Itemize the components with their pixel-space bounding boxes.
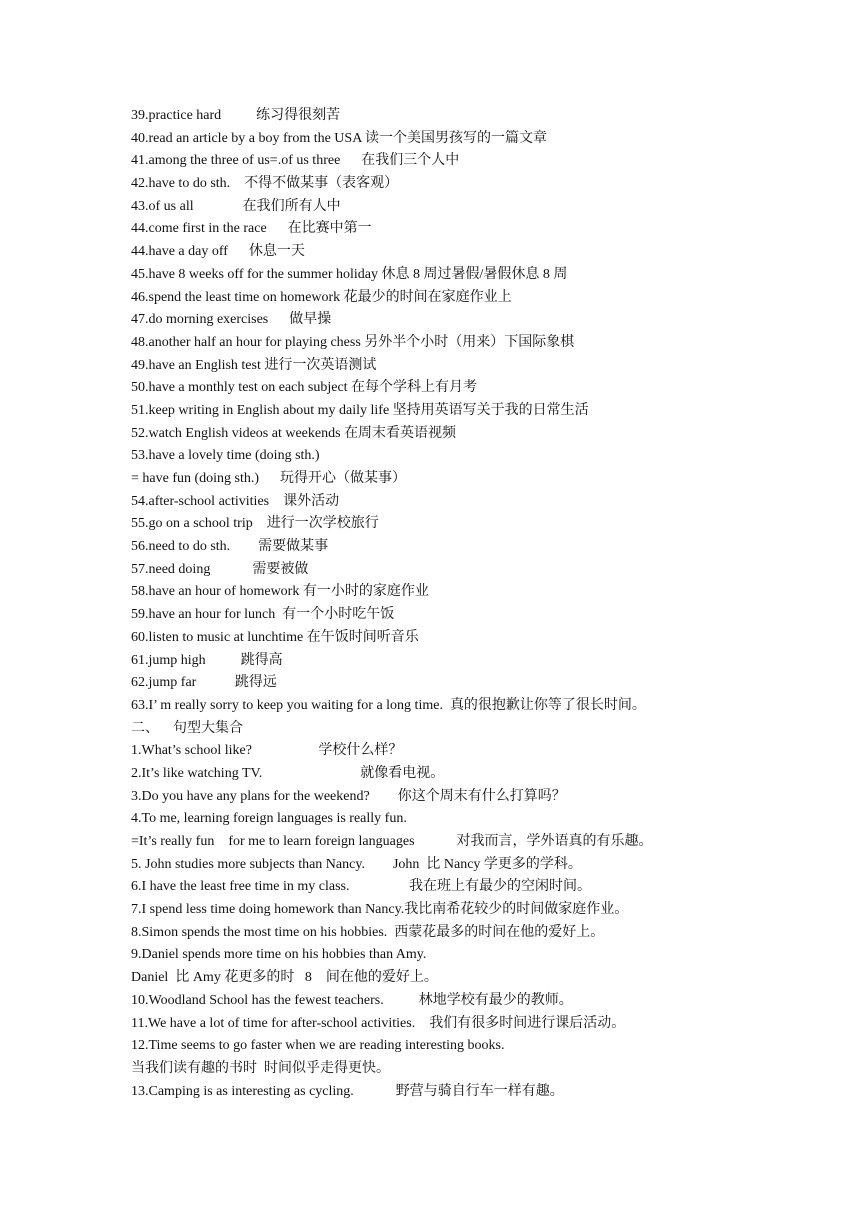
text-line: Daniel 比 Amy 花更多的时 8 间在他的爱好上。 <box>131 970 438 986</box>
text-line: 53.have a lovely time (doing sth.) <box>131 448 320 464</box>
text-line: 55.go on a school trip 进行一次学校旅行 <box>131 516 379 532</box>
text-line: = have fun (doing sth.) 玩得开心（做某事） <box>131 471 407 486</box>
text-line: 59.have an hour for lunch 有一个小时吃午饭 <box>131 607 395 623</box>
text-line: 9.Daniel spends more time on his hobbies than Amy. <box>131 947 427 963</box>
text-line: 5. John studies more subjects than Nancy. John 比 Nancy 学更多的学科。 <box>131 856 582 872</box>
text-line: 13.Camping is as interesting as cycling. 野营与骑自行车一样有趣。 <box>131 1083 564 1099</box>
text-lines <box>0 105 860 1103</box>
text-line: 46.spend the least time on homework 花最少的时间在家庭作业上 <box>131 289 512 305</box>
text-line: 39.practice hard 练习得很刻苦 <box>131 108 341 123</box>
text-line: 1.What’s school like? 学校什么样？ <box>131 743 403 759</box>
text-line: 10.Woodland School has the fewest teachers. 林地学校有最少的教师。 <box>131 992 573 1008</box>
text-line: 54.after-school activities 课外活动 <box>131 493 340 509</box>
text-line: 43.of us all 在我们所有人中 <box>131 198 341 214</box>
text-line: 49.have an English test 进行一次英语测试 <box>131 357 377 373</box>
text-line: 8.Simon spends the most time on his hobbies. 西蒙花最多的时间在他的爱好上。 <box>131 924 605 940</box>
text-line: 12.Time seems to go faster when we are reading interesting books. <box>131 1038 505 1054</box>
text-line: 58.have an hour of homework 有一小时的家庭作业 <box>131 584 429 600</box>
text-line: 2.It’s like watching TV. 就像看电视。 <box>131 765 445 781</box>
text-line: =It’s really fun for me to learn foreign languages 对我而言，学外语真的有乐趣。 <box>131 834 653 849</box>
section-heading: 二、 句型大集合 <box>131 720 243 736</box>
text-line: 42.have to do sth. 不得不做某事（表客观） <box>131 176 399 192</box>
text-line: 44.have a day off 休息一天 <box>131 244 305 260</box>
text-line: 56.need to do sth. 需要做某事 <box>131 539 329 555</box>
text-line: 57.need doing 需要被做 <box>131 561 309 577</box>
text-line: 45.have 8 weeks off for the summer holiday 休息 8 周过暑假/暑假休息 8 周 <box>131 266 568 282</box>
text-line: 44.come first in the race 在比赛中第一 <box>131 221 372 237</box>
text-line: 当我们读有趣的书时 时间似乎走得更快。 <box>131 1060 390 1076</box>
text-line: 4.To me, learning foreign languages is really fun. <box>131 811 407 827</box>
text-line: 61.jump high 跳得高 <box>131 652 283 668</box>
text-line: 47.do morning exercises 做早操 <box>131 312 332 328</box>
text-line: 62.jump far 跳得远 <box>131 675 277 691</box>
text-line: 48.another half an hour for playing chess 另外半个小时（用来）下国际象棋 <box>131 334 575 350</box>
text-line: 11.We have a lot of time for after-school activities. 我们有很多时间进行课后活动。 <box>131 1015 626 1031</box>
text-line: 52.watch English videos at weekends 在周末看英语视频 <box>131 425 457 441</box>
text-line: 50.have a monthly test on each subject 在每个学科上有月考 <box>131 380 478 396</box>
text-line: 51.keep writing in English about my daily life 坚持用英语写关于我的日常生活 <box>131 402 589 418</box>
text-line: 60.listen to music at lunchtime 在午饭时间听音乐 <box>131 629 419 645</box>
text-line: 63.I’ m really sorry to keep you waiting for a long time. 真的很抱歉让你等了很长时间。 <box>131 697 646 713</box>
text-line: 6.I have the least free time in my class. 我在班上有最少的空闲时间。 <box>131 879 591 895</box>
text-line: 41.among the three of us=.of us three 在我们三个人中 <box>131 153 460 169</box>
text-line: 3.Do you have any plans for the weekend? 你这个周末有什么打算吗？ <box>131 788 566 804</box>
text-line: 40.read an article by a boy from the USA 读一个美国男孩写的一篇文章 <box>131 130 548 146</box>
text-line: 7.I spend less time doing homework than Nancy.我比南希花较少的时间做家庭作业。 <box>131 902 629 918</box>
